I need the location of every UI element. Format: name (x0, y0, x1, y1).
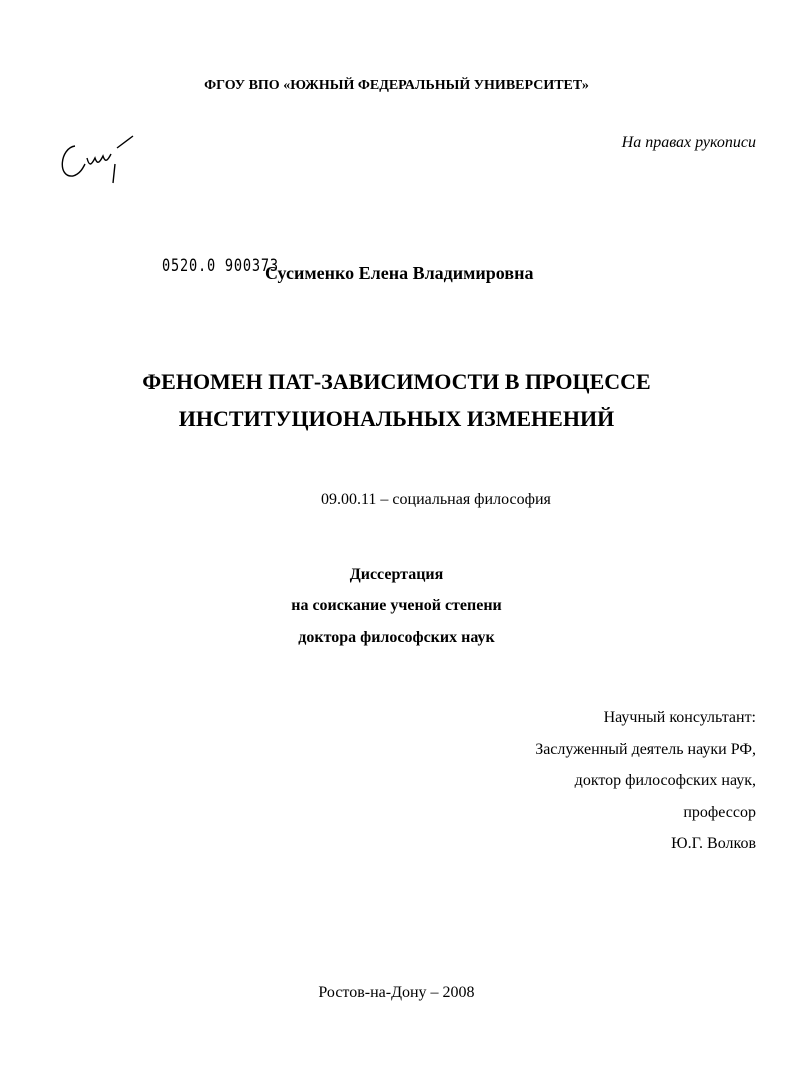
degree-line-3: доктора философских наук (298, 629, 495, 646)
consultant-rank: профессор (683, 804, 756, 821)
title-line-1: ФЕНОМЕН ПАТ-ЗАВИСИМОСТИ В ПРОЦЕССЕ (142, 369, 651, 394)
city-year: Ростов-на-Дону – 2008 (318, 984, 475, 1001)
specialty: 09.00.11 – социальная философия (321, 491, 551, 508)
institution: ФГОУ ВПО «ЮЖНЫЙ ФЕДЕРАЛЬНЫЙ УНИВЕРСИТЕТ» (204, 78, 589, 93)
stamp-number: 0520.0 900373 (162, 256, 279, 276)
degree-line-2: на соискание ученой степени (291, 597, 502, 614)
handwritten-signature (55, 128, 140, 188)
consultant-title: Заслуженный деятель науки РФ, (535, 741, 756, 758)
consultant-label: Научный консультант: (603, 709, 756, 726)
title-line-2: ИНСТИТУЦИОНАЛЬНЫХ ИЗМЕНЕНИЙ (178, 406, 615, 431)
author-name: Сусименко Елена Владимировна (265, 263, 534, 283)
manuscript-note: На правах рукописи (621, 134, 756, 151)
consultant-name: Ю.Г. Волков (671, 835, 756, 852)
consultant-degree: доктор философских наук, (574, 772, 756, 789)
degree-line-1: Диссертация (349, 566, 444, 583)
